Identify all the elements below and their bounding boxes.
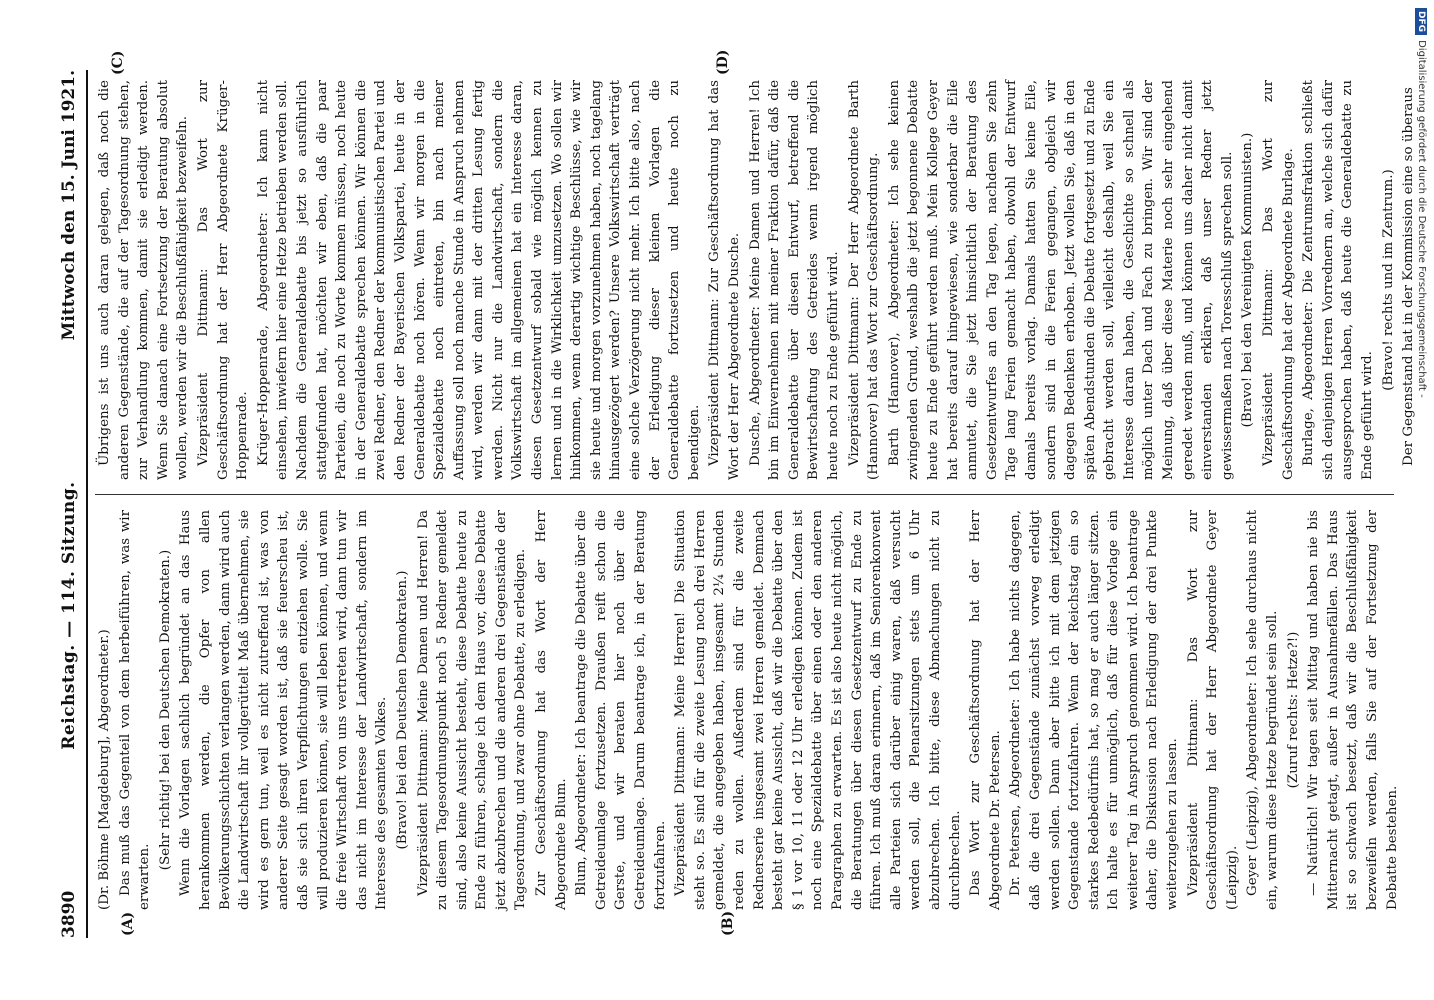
paragraph: Burlage, Abgeordneter: Die Zentrumsfraktion schließt sich denjenigen Herren Vorrednern an, welche sich dafür ausgesprochen haben, daß heute die Generaldebatte zu Ende geführt wird.	[1301, 80, 1375, 480]
dfg-credit	[1414, 8, 1432, 998]
dfg-logo: DFG	[1416, 8, 1428, 35]
header-rule	[86, 70, 88, 938]
paragraph: Übrigens ist uns auch daran gelegen, daß noch die anderen Gegenstände, die auf der Tagesordnung stehen, zur Verhandlung kommen, damit sie erledigt werden. Wenn Sie danach eine Fortsetzung der Beratung absolut wollen, werden wir die Beschlußfähigkeit bezweifeln.	[97, 80, 191, 480]
paragraph: Krüger-Hoppenrade, Abgeordneter: Ich kann nicht einsehen, inwiefern hier eine Hetze betrieben werden soll. Nachdem die Generaldebatte bis jetzt so ausführlich stattgefunden hat, möchten wir eben, daß die paar Parteien, die noch zu Worte kommen müssen, noch heute in der Generaldebatte sprechen können. Wir können die zwei Redner, den Redner der kommunistischen Partei und den Redner der Bayerischen Volkspartei, heute in der Generaldebatte noch hören. Wenn wir morgen in die Spezialdebatte noch eintreten, bin nach meiner Auffassung soll noch manche Stunde in Anspruch nehmen wird, werden wir dann mit der dritten Lesung fertig werden. Nicht nur die Landwirtschaft, sondern die Volkswirtschaft im allgemeinen hat ein Interesse daran, diesen Gesetzentwurf sobald wie möglich kennen zu lernen und in die Wirklichkeit umzusetzen. Wo sollen wir hinkommen, wenn derartig wichtige Beschlüsse, wie wir sie heute und morgen vorzunehmen haben, noch tagelang hinausgezögert werden? Unsere Volkswirtschaft verträgt eine solche Verzögerung nicht mehr. Ich bitte also, nach der Erledigung dieser kleinen Vorlagen die Generaldebatte fortzusetzen und heute noch zu beendigen.	[255, 80, 702, 480]
paragraph: Das Wort zur Geschäftsordnung hat der Herr Abgeordnete Dr. Petersen.	[968, 510, 1003, 910]
paragraph: Wenn die Vorlagen sachlich begründet an das Haus herankommen werden, die Opfer von allen Bevölkerungsschichten verlangen werden, dann wird auch die Landwirtschaft ihr vollgerüttelt Maß übernehmen, sie wird es gern tun, weil es nicht zutreffend ist, was von anderer Seite gesagt worden ist, daß sie feuerscheu ist, daß sie sich ihren Verpflichtungen entziehen wolle. Sie will produzieren können, sie will leben können, und wenn die freie Wirtschaft von uns vertreten wird, dann tun wir das nicht im Interesse der Landwirtschaft, sondern im Interesse des gesamten Volkes.	[178, 510, 390, 910]
paragraph: Vizepräsident Dittmann: Das Wort zur Geschäftsordnung hat der Herr Abgeordnete Geyer (Leipzig).	[1185, 510, 1240, 910]
margin-mark-a: (A)	[120, 911, 136, 936]
paragraph: Vizepräsident Dittmann: Das Wort zur Geschäftsordnung hat der Abgeordnete Burlage.	[1261, 80, 1296, 480]
interjection: (Bravo! rechts und im Zentrum.)	[1380, 169, 1396, 391]
paragraph: Barth (Hannover), Abgeordneter: Ich sehe keinen zwingenden Grund, weshalb die jetzt begonnene Debatte heute zu Ende geführt werden muß. Mein Kollege Geyer hat bereits darauf hingewiesen, wie sonderbar die Eile anmutet, die Sie jetzt hinsichtlich der Beratung des Gesetzentwurfes an den Tag legen, nachdem Sie zehn Tage lang Ferien gemacht haben, obwohl der Entwurf damals bereits vorlag. Damals hatten Sie keine Eile, sondern sind in die Ferien gegangen, obgleich wir dagegen Bedenken erhoben. Jetzt wollen Sie, daß in den späten Abendstunden die Debatte fortgesetzt und zu Ende gebracht werden soll, vielleicht deshalb, weil Sie ein Interesse daran haben, die Geschichte so schnell als möglich unter Dach und Fach zu bringen. Wir sind der Meinung, daß über diese Materie noch sehr eingehend geredet werden muß, und können uns daher nicht damit einverstanden erklären, daß unser Redner jetzt gewissermaßen nach Toresschluß sprechen soll.	[886, 80, 1235, 480]
page-header	[55, 70, 83, 938]
paragraph: Zur Geschäftsordnung hat das Wort der Herr Abgeordnete Blum.	[534, 510, 569, 910]
margin-mark-b: (B)	[720, 910, 736, 936]
session-title: Reichstag. — 114. Sitzung.	[59, 481, 79, 750]
paragraph: Der Gegenstand hat in der Kommission eine so überaus	[1401, 87, 1417, 466]
interjection: (Zuruf rechts: Hetze?!)	[1285, 631, 1301, 789]
interjection: (Bravo! bei den Deutschen Demokraten.)	[394, 570, 410, 850]
left-column	[95, 510, 1403, 910]
paragraph: Vizepräsident Dittmann: Zur Geschäftsordnung hat das Wort der Herr Abgeordnete Dusche.	[707, 80, 742, 480]
paragraph: (Dr. Böhme [Magdeburg], Abgeordneter.)	[97, 629, 112, 910]
dfg-credit-text: Digitalisierung gefördert durch die Deutsche Forschungsgemeinschaft -	[1416, 40, 1427, 398]
margin-mark-c: (C)	[110, 50, 126, 75]
paragraph: Dr. Petersen, Abgeordneter: Ich habe nichts dagegen, daß die drei Gegenstände zunächst vorweg erledigt werden sollen. Dann aber bitte ich mit dem jetzigen Gegenstande fortzufahren. Wenn der Reichstag ein so starkes Redebedürfnis hat, so mag er auch länger sitzen. Ich halte es für unmöglich, daß für diese Vorlage ein weiterer Tag in Anspruch genommen wird. Ich beantrage daher, die Diskussion nach Erledigung der drei Punkte weiterzugehen zu lassen.	[1008, 510, 1181, 910]
paragraph: Vizepräsident Dittmann: Meine Damen und Herren! Da zu diesem Tagesordnungspunkt noch 5 Redner gemeldet sind, also keine Aussicht besteht, diese Debatte heute zu Ende zu führen, schlage ich dem Haus vor, diese Debatte jetzt abzubrechen und die anderen drei Gegenstände der Tagesordnung, und zwar ohne Debatte, zu erledigen.	[415, 510, 529, 910]
paragraph: Dusche, Abgeordneter: Meine Damen und Herren! Ich bin im Einvernehmen mit meiner Fraktion dafür, daß die Generaldebatte über diesen Entwurf, betreffend die Bewirtschaftung des Getreides wenn irgend möglich heute noch zu Ende geführt wird.	[747, 80, 841, 480]
right-column	[95, 80, 1420, 480]
paragraph: Vizepräsident Dittmann: Das Wort zur Geschäftsordnung hat der Herr Abgeordnete Krüger-Hoppenrade.	[195, 80, 251, 480]
paragraph: Geyer (Leipzig), Abgeordneter: Ich sehe durchaus nicht ein, warum diese Hetze begründet sein soll.	[1245, 510, 1281, 910]
paragraph: Vizepräsident Dittmann: Der Herr Abgeordnete Barth (Hannover) hat das Wort zur Geschäftsordnung.	[846, 80, 882, 480]
paragraph: Blum, Abgeordneter: Ich beantrage die Debatte über die Getreideumlage fortzusetzen. Draußen reift schon die Gerste, und wir beraten hier noch über die Getreideumlage. Darum beantrage ich, in der Beratung fortzufahren.	[574, 510, 668, 910]
page-number: 3890	[59, 890, 79, 938]
paragraph: Das muß das Gegenteil von dem herbeiführen, was wir erwarten.	[117, 510, 153, 910]
margin-mark-d: (D)	[715, 49, 731, 75]
interjection: (Sehr richtig! bei den Deutschen Demokraten.)	[157, 549, 173, 871]
column-separator	[95, 494, 1394, 495]
paragraph: — Natürlich! Wir tagen seit Mittag und haben nie bis Mitternacht getagt, außer in Ausnahmefällen. Das Haus ist so schwach besetzt, daß wir die Beschlußfähigkeit bezweifeln werden, falls Sie auf der Fortsetzung der Debatte bestehen.	[1306, 510, 1400, 910]
session-date: Mittwoch den 15. Juni 1921.	[59, 70, 79, 341]
paragraph: Vizepräsident Dittmann: Meine Herren! Die Situation steht so. Es sind für die zweite Lesung noch drei Herren gemeldet, die angegeben haben, insgesamt 2¼ Stunden reden zu wollen. Außerdem sind für die zweite Rednerserie insgesamt zwei Herren gemeldet. Demnach besteht gar keine Aussicht, daß wir die Debatte über den § 1 vor 10, 11 oder 12 Uhr erledigen können. Zudem ist noch eine Spezialdebatte über einen oder den anderen Paragraphen zu erwarten. Es ist also heute nicht möglich, die Beratungen über diesen Gesetzentwurf zu Ende zu führen. Ich muß daran erinnern, daß im Seniorenkonvent alle Parteien sich darüber einig waren, daß versucht werden soll, die Plenarsitzungen stets um 6 Uhr abzubrechen. Ich bitte, diese Abmachungen nicht zu durchbrechen.	[673, 510, 963, 910]
interjection: (Bravo! bei den Vereinigten Kommunisten.)	[1240, 132, 1256, 428]
